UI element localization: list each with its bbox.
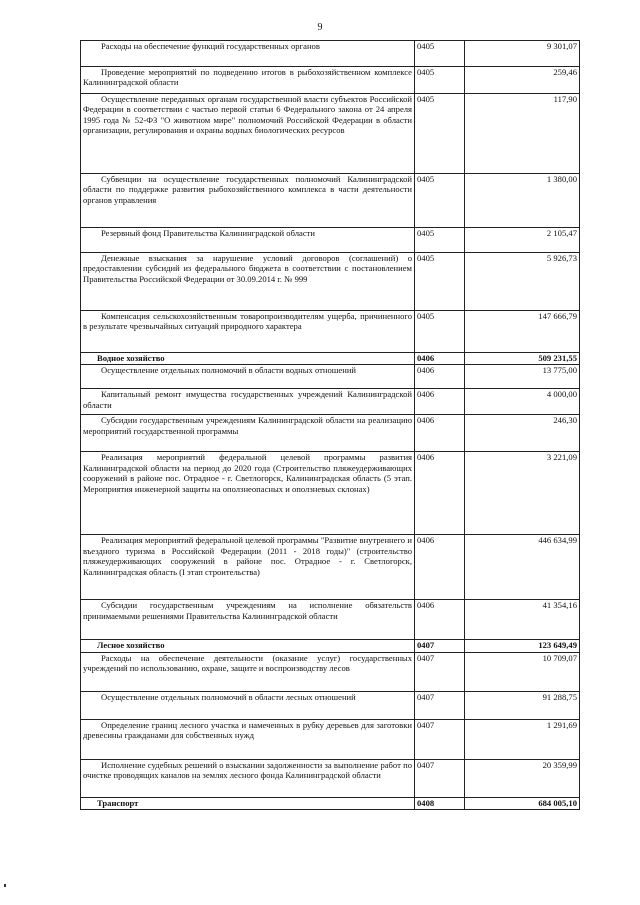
table-row <box>81 41 580 67</box>
table-row <box>81 94 580 174</box>
table-row <box>81 652 580 691</box>
row-amount-cell: 684 005,10 <box>465 797 580 809</box>
row-amount-cell: 123 649,49 <box>465 640 580 652</box>
row-amount-cell: 147 666,79 <box>465 311 580 353</box>
table-row <box>81 691 580 719</box>
row-code-cell: 0405 <box>415 41 465 67</box>
row-name-cell: Резервный фонд Правительства Калининградской области <box>81 228 415 253</box>
row-name-cell: Транспорт <box>81 797 415 809</box>
scan-artifact-mark <box>4 884 6 887</box>
row-name-cell: Исполнение судебных решений о взыскании задолженности за выполнение работ по очистке проводящих каналов на землях лесного фонда Калининградской области <box>81 759 415 797</box>
row-code-cell: 0405 <box>415 253 465 311</box>
row-amount-cell: 246,30 <box>465 415 580 452</box>
row-amount-cell: 91 288,75 <box>465 691 580 719</box>
row-code-cell: 0407 <box>415 719 465 759</box>
row-amount-cell: 117,90 <box>465 94 580 174</box>
row-name-cell: Субвенции на осуществление государственных полномочий Калининградской области по поддержке развития рыбохозяйственного комплекса в части деятельности органов управления <box>81 174 415 228</box>
row-name-cell: Субсидии государственным учреждениям на исполнение обязательств принимаемыми решениями Правительства Калининградской области <box>81 600 415 640</box>
row-amount-cell: 4 000,00 <box>465 389 580 415</box>
row-name-cell: Денежные взыскания за нарушение условий договоров (соглашений) о предоставлении субсидий из федерального бюджета в соответствии с постановлением Правительства Российской Федерации от 30.09.2014 г. № 999 <box>81 253 415 311</box>
table-row <box>81 174 580 228</box>
page-number: 9 <box>317 22 323 33</box>
row-code-cell: 0407 <box>415 640 465 652</box>
row-name-cell: Компенсация сельскохозяйственным товаропроизводителям ущерба, причиненного в результате чрезвычайных ситуаций природного характера <box>81 311 415 353</box>
table-row <box>81 535 580 600</box>
row-amount-cell: 10 709,07 <box>465 652 580 691</box>
row-code-cell: 0406 <box>415 365 465 389</box>
section-row <box>81 353 580 365</box>
row-amount-cell: 1 291,69 <box>465 719 580 759</box>
row-amount-cell: 509 231,55 <box>465 353 580 365</box>
row-name-cell: Капитальный ремонт имущества государственных учреждений Калининградской области <box>81 389 415 415</box>
row-code-cell: 0405 <box>415 174 465 228</box>
row-code-cell: 0406 <box>415 353 465 365</box>
row-code-cell: 0406 <box>415 389 465 415</box>
row-code-cell: 0407 <box>415 691 465 719</box>
row-code-cell: 0406 <box>415 415 465 452</box>
row-name-cell: Осуществление отдельных полномочий в области лесных отношений <box>81 691 415 719</box>
row-name-cell: Осуществление отдельных полномочий в области водных отношений <box>81 365 415 389</box>
row-name-cell: Субсидии государственным учреждениям Калининградской области на реализацию мероприятий государственной программы <box>81 415 415 452</box>
table-row <box>81 365 580 389</box>
row-code-cell: 0406 <box>415 535 465 600</box>
row-code-cell: 0407 <box>415 759 465 797</box>
row-code-cell: 0405 <box>415 67 465 94</box>
table-row <box>81 452 580 535</box>
row-code-cell: 0406 <box>415 452 465 535</box>
budget-table <box>80 40 580 810</box>
row-amount-cell: 41 354,16 <box>465 600 580 640</box>
row-name-cell: Водное хозяйство <box>81 353 415 365</box>
section-row <box>81 640 580 652</box>
table-row <box>81 415 580 452</box>
table-row <box>81 253 580 311</box>
table-row <box>81 67 580 94</box>
row-amount-cell: 1 380,00 <box>465 174 580 228</box>
table-row <box>81 228 580 253</box>
row-name-cell: Определение границ лесного участка и намеченных в рубку деревьев для заготовки древесины гражданами для собственных нужд <box>81 719 415 759</box>
row-amount-cell: 3 221,09 <box>465 452 580 535</box>
row-name-cell: Реализация мероприятий федеральной целевой программы "Развитие внутреннего и въездного туризма в Российской Федерации (2011 - 2018 годы)" (строительство пляжеудерживающих сооружений в районе пос. Отрадное - г. Светлогорск, Калининградская область (I этап строительства) <box>81 535 415 600</box>
row-amount-cell: 9 301,07 <box>465 41 580 67</box>
row-name-cell: Проведение мероприятий по подведению итогов в рыбохозяйственном комплексе Калининградской области <box>81 67 415 94</box>
section-row <box>81 797 580 809</box>
row-name-cell: Лесное хозяйство <box>81 640 415 652</box>
row-name-cell: Расходы на обеспечение функций государственных органов <box>81 41 415 67</box>
row-name-cell: Осуществление переданных органам государственной власти субъектов Российской Федерации в соответствии с частью первой статьи 6 Федерального закона от 24 апреля 1995 года № 52-ФЗ "О животном мире" полномочий Российской Федерации в области организации, регулирования и охраны водных биологических ресурсов <box>81 94 415 174</box>
row-code-cell: 0405 <box>415 94 465 174</box>
row-amount-cell: 5 926,73 <box>465 253 580 311</box>
row-amount-cell: 20 359,99 <box>465 759 580 797</box>
row-code-cell: 0408 <box>415 797 465 809</box>
table-row <box>81 600 580 640</box>
row-code-cell: 0406 <box>415 600 465 640</box>
row-name-cell: Реализация мероприятий федеральной целевой программы развития Калининградской области на период до 2020 года (Строительство пляжеудерживающих сооружений в районе пос. Отрадное - г. Светлогорск, Калининградская область (5 этап. Мероприятия инженерной защиты на оползнеопасных и оползневых склонах) <box>81 452 415 535</box>
row-amount-cell: 446 634,99 <box>465 535 580 600</box>
row-code-cell: 0405 <box>415 228 465 253</box>
table-row <box>81 719 580 759</box>
row-code-cell: 0407 <box>415 652 465 691</box>
row-amount-cell: 2 105,47 <box>465 228 580 253</box>
row-name-cell: Расходы на обеспечение деятельности (оказание услуг) государственных учреждений по использованию, охране, защите и воспроизводству лесов <box>81 652 415 691</box>
table-row <box>81 311 580 353</box>
table-row <box>81 389 580 415</box>
row-amount-cell: 259,46 <box>465 67 580 94</box>
row-code-cell: 0405 <box>415 311 465 353</box>
table-row <box>81 759 580 797</box>
row-amount-cell: 13 775,00 <box>465 365 580 389</box>
budget-table-body <box>81 41 580 810</box>
